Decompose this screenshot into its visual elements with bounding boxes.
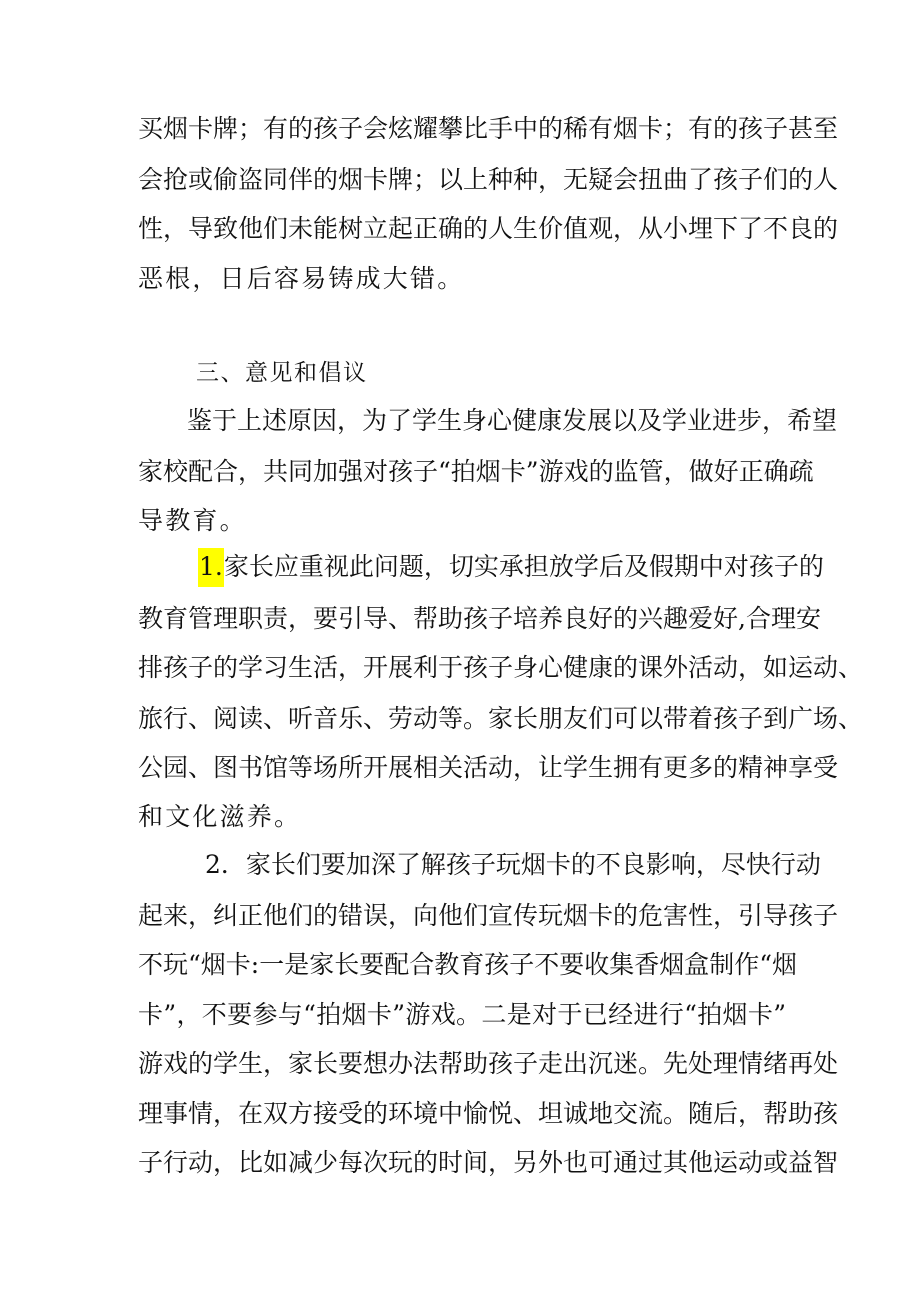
text-line: 卡”，不要参与“拍烟卡”游戏。二是对于已经进行“拍烟卡” bbox=[138, 1000, 786, 1029]
text-line: 和文化滋养。 bbox=[138, 802, 302, 831]
text-line: 鉴于上述原因，为了学生身心健康发展以及学业进步，希望 bbox=[187, 406, 838, 435]
text-line: 会抢或偷盗同伴的烟卡牌；以上种种，无疑会扭曲了孩子们的人 bbox=[138, 165, 839, 194]
text-span: 家长应重视此问题，切实承担放学后及假期中对孩子的 bbox=[223, 552, 824, 581]
text-line: 性，导致他们未能树立起正确的人生价值观，从小埋下了不良的 bbox=[138, 214, 839, 243]
text-line: 公园、图书馆等场所开展相关活动，让学生拥有更多的精神享受 bbox=[138, 753, 839, 782]
highlighted-number: 1. bbox=[198, 548, 224, 587]
text-line: 子行动，比如减少每次玩的时间，另外也可通过其他运动或益智 bbox=[138, 1148, 839, 1177]
text-line: 家校配合，共同加强对孩子“拍烟卡”游戏的监管，做好正确疏 bbox=[138, 457, 814, 486]
text-line: 旅行、阅读、听音乐、劳动等。家长朋友们可以带着孩子到广场、 bbox=[138, 704, 864, 733]
list-item-1-first-line bbox=[198, 552, 824, 582]
text-line: 理事情，在双方接受的环境中愉悦、坦诚地交流。随后，帮助孩 bbox=[138, 1099, 839, 1128]
section-heading: 三、意见和倡议 bbox=[196, 360, 368, 386]
text-line: 排孩子的学习生活，开展利于孩子身心健康的课外活动，如运动、 bbox=[138, 653, 864, 682]
text-line: 起来，纠正他们的错误，向他们宣传玩烟卡的危害性，引导孩子 bbox=[138, 901, 839, 930]
text-line: 恶根，日后容易铸成大错。 bbox=[138, 264, 465, 293]
text-line: 游戏的学生，家长要想办法帮助孩子走出沉迷。先处理情绪再处 bbox=[138, 1049, 839, 1078]
text-line: 导教育。 bbox=[138, 506, 247, 535]
text-line: 不玩“烟卡:一是家长要配合教育孩子不要收集香烟盒制作“烟 bbox=[138, 950, 797, 979]
list-item-2-first-line: 2．家长们要加深了解孩子玩烟卡的不良影响，尽快行动 bbox=[205, 850, 821, 879]
text-line: 教育管理职责，要引导、帮助孩子培养良好的兴趣爱好,合理安 bbox=[138, 604, 821, 633]
text-line: 买烟卡牌；有的孩子会炫耀攀比手中的稀有烟卡；有的孩子甚至 bbox=[138, 114, 839, 143]
